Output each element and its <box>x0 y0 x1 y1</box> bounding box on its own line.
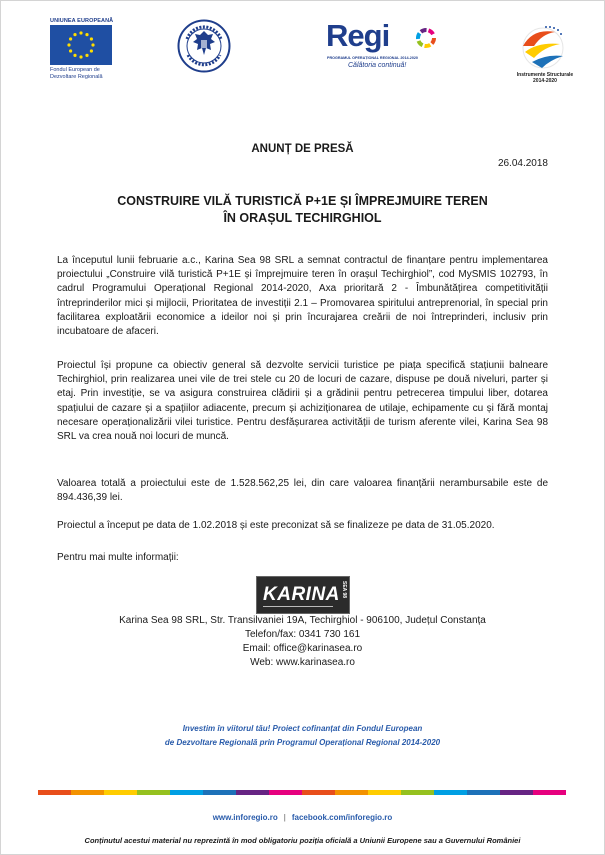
color-bar-segment <box>302 790 335 795</box>
document-date: 26.04.2018 <box>497 158 548 169</box>
color-bar-segment <box>533 790 566 795</box>
color-bar-segment <box>203 790 236 795</box>
color-bar-segment <box>137 790 170 795</box>
color-bar-segment <box>38 790 71 795</box>
paragraph-objective: Proiectul își propune ca obiectiv general să dezvolte servicii turistice pe piața specifică stațiunii balneare Techirghiol, prin realizarea unei vile de trei stele cu 20 de locuri de cazare, dispuse pe două niveluri, parter și etaj. Prin investiție, se va asigura construirea clădirii și a grădinii pentru petrecerea timpului liber, dotarea spațiului de cazare și a spațiilor adiacente, precum și achiziționarea de utilaje, echipamente cu și fără montaj necesare operaționalizării vilei turistice. Pentru desfășurarea activității de turism aferente vilei, Karina Sea 98 SRL va crea nouă noi locuri de muncă. <box>57 360 548 443</box>
document-title-line2: ÎN ORAȘUL TECHIRGHIOL <box>223 211 382 225</box>
footer-color-bar <box>38 790 566 795</box>
company-phone: Telefon/fax: 0341 730 161 <box>244 629 361 640</box>
footer-link-separator: | <box>283 813 286 822</box>
color-bar-segment <box>335 790 368 795</box>
footer-slogan-line1: Investim în viitorul tău! Proiect cofinanțat din Fondul European <box>182 724 423 733</box>
karina-logo-underline <box>263 606 333 607</box>
regio-logo-program: PROGRAMUL OPERAȚIONAL REGIONAL 2014-2020 <box>327 56 418 60</box>
color-bar-segment <box>401 790 434 795</box>
paragraph-more-info: Pentru mai multe informații: <box>57 552 179 563</box>
structural-instruments-title: Instrumente Structurale <box>516 72 574 78</box>
inforegio-link[interactable]: www.inforegio.ro <box>212 813 278 822</box>
color-bar-segment <box>500 790 533 795</box>
eu-logo-bottom-line2: Dezvoltare Regională <box>50 74 103 80</box>
paragraph-period: Proiectul a început pe data de 1.02.2018 și este preconizat să se finalizeze pe data de 31.05.2020. <box>57 520 495 531</box>
eu-logo-bottom-line1: Fondul European de <box>50 67 100 73</box>
company-address: Karina Sea 98 SRL, Str. Transilvaniei 19A, Techirghiol - 906100, Județul Constanța <box>119 615 486 626</box>
color-bar-segment <box>236 790 269 795</box>
government-seal-icon <box>177 19 231 73</box>
color-bar-segment <box>434 790 467 795</box>
footer-slogan-line2: de Dezvoltare Regională prin Programul Operațional Regional 2014-2020 <box>164 738 441 747</box>
karina-logo-word: KARINA <box>263 584 340 605</box>
eu-flag-icon <box>50 25 112 65</box>
facebook-link[interactable]: facebook.com/inforegio.ro <box>291 813 393 822</box>
regio-logo-motto: Călătoria continuă! <box>348 62 407 69</box>
press-release-label: ANUNȚ DE PRESĂ <box>251 143 354 155</box>
color-bar-segment <box>269 790 302 795</box>
color-bar-segment <box>104 790 137 795</box>
regio-o-icon <box>415 27 437 49</box>
eu-logo-top-text: UNIUNEA EUROPEANĂ <box>50 18 114 24</box>
color-bar-segment <box>368 790 401 795</box>
color-bar-segment <box>467 790 500 795</box>
paragraph-value: Valoarea totală a proiectului este de 1.528.562,25 lei, din care valoarea finanțării nerambursabile este de 894.436,39 lei. <box>57 478 548 504</box>
footer-disclaimer: Conținutul acestui material nu reprezintă în mod obligatoriu poziția oficială a Uniunii Europene sau a Guvernului României <box>84 836 521 845</box>
document-title-line1: CONSTRUIRE VILĂ TURISTICĂ P+1E ȘI ÎMPREJMUIRE TEREN <box>117 194 488 208</box>
karina-logo-side: SEA 98 <box>341 581 347 599</box>
color-bar-segment <box>71 790 104 795</box>
color-bar-segment <box>170 790 203 795</box>
company-email: Email: office@karinasea.ro <box>242 643 363 654</box>
eu-logo <box>50 18 120 81</box>
regio-logo-word: Regi <box>326 18 390 53</box>
company-web: Web: www.karinasea.ro <box>250 657 355 668</box>
structural-instruments-logo <box>508 20 578 84</box>
structural-instruments-icon <box>508 20 578 72</box>
footer-links <box>0 813 605 822</box>
regio-logo <box>322 18 442 82</box>
karina-logo <box>256 576 350 614</box>
structural-instruments-years: 2014-2020 <box>533 78 557 84</box>
paragraph-contract: La începutul lunii februarie a.c., Karina Sea 98 SRL a semnat contractul de finanțare pentru implementarea proiectului „Construire vilă turistică P+1E și împrejmuire teren în orașul Techirghiol”, cod MySMIS 102793, în cadrul Programului Operațional Regional 2014-2020, Axa prioritară 2 - Îmbunătățirea competitivității întreprinderilor mici și mijlocii, Prioritatea de investiții 2.1 – Promovarea spiritului antreprenorial, în special prin facilitarea exploatării economice a ideilor noi și prin încurajarea creării de noi întreprinderi, inclusiv prin incubatoare de afaceri. <box>57 255 548 338</box>
